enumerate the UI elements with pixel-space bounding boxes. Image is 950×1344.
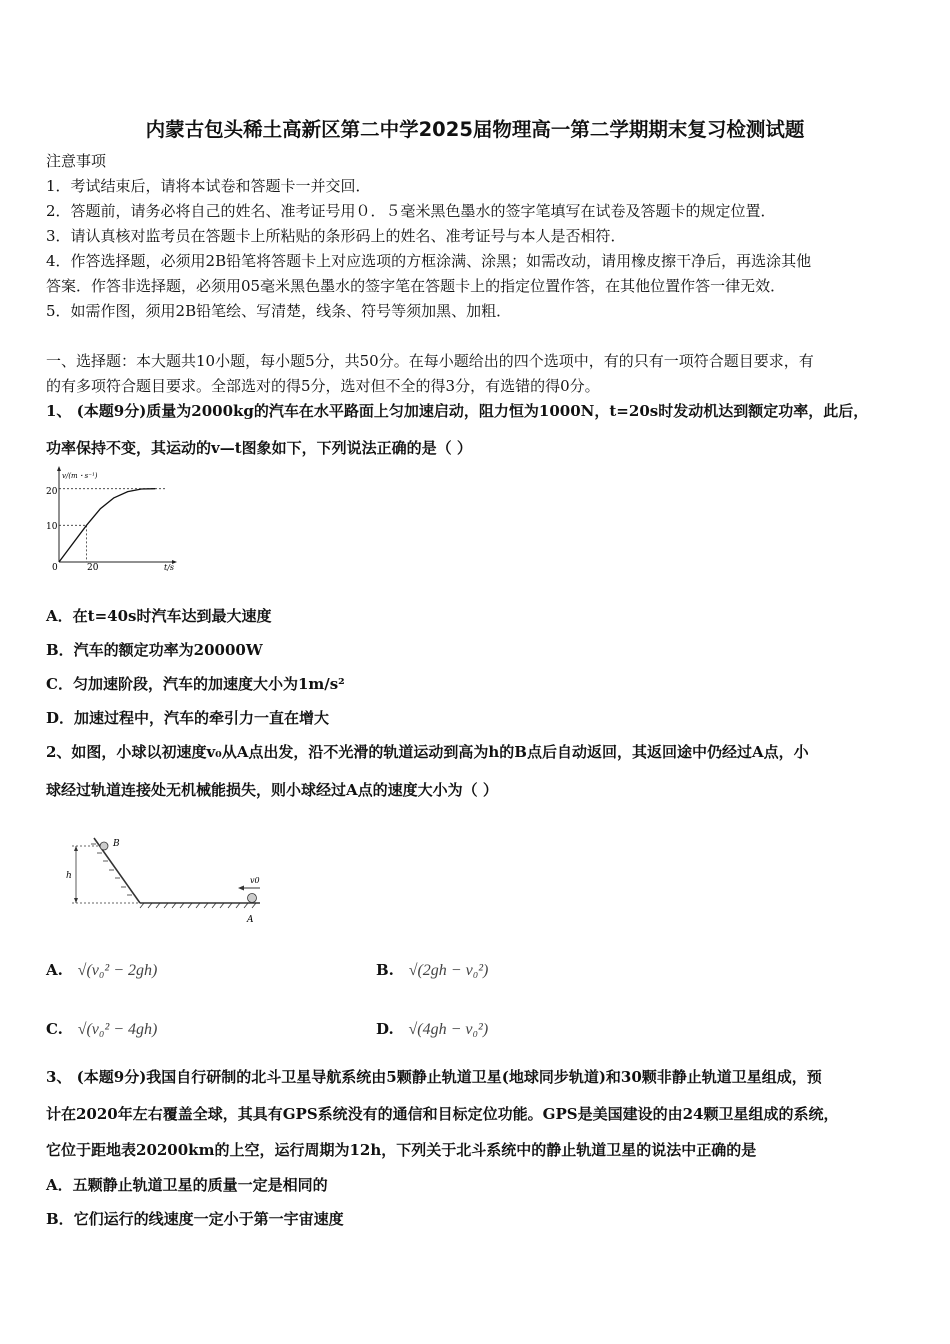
option-letter: D.: [376, 1020, 394, 1038]
notice-heading: 注意事项: [46, 152, 107, 170]
option-letter: C.: [46, 1020, 63, 1038]
q2-option-b[interactable]: [376, 959, 488, 982]
ball-b: [100, 842, 108, 850]
label-a: A: [247, 915, 254, 925]
q3-option-b[interactable]: B．它们运行的线速度一定小于第一宇宙速度: [46, 1210, 344, 1228]
origin-label: 0: [52, 563, 58, 573]
incline-track-figure: [64, 832, 274, 928]
option-letter: A.: [46, 961, 63, 979]
notice-item: 5．如需作图，须用2B铅笔绘、写清楚，线条、符号等须加黑、加粗．: [46, 302, 512, 320]
q1-option-d[interactable]: D．加速过程中，汽车的牵引力一直在增大: [46, 709, 330, 727]
q2-option-c[interactable]: [46, 1018, 157, 1041]
option-expression: √(4gh − v₀²): [408, 1021, 489, 1038]
notice-item: 1．考试结束后，请将本试卷和答题卡一并交回．: [46, 177, 371, 195]
q3-option-a[interactable]: A．五颗静止轨道卫星的质量一定是相同的: [46, 1176, 328, 1194]
notice-item: 答案．作答非选择题，必须用05毫米黑色墨水的签字笔在答题卡上的指定位置作答，在其他位置作答一律无效．: [46, 277, 786, 295]
notice-item: 3．请认真核对监考员在答题卡上所粘贴的条形码上的姓名、准考证号与本人是否相符．: [46, 227, 626, 245]
question-3-stem: 3、 (本题9分)我国自行研制的北斗卫星导航系统由5颗静止轨道卫星(地球同步轨道)和30颗非静止轨道卫星组成，预: [46, 1068, 822, 1086]
notice-item: 2．答题前，请务必将自己的姓名、准考证号用０．５毫米黑色墨水的签字笔填写在试卷及答题卡的规定位置．: [46, 202, 776, 220]
x-tick-label: 20: [87, 563, 99, 573]
label-b: B: [113, 839, 120, 849]
question-2-stem-cont: 球经过轨道连接处无机械能损失，则小球经过A点的速度大小为（ ）: [46, 781, 498, 799]
series-line-vt: [59, 489, 155, 562]
label-h: h: [66, 871, 72, 881]
section-heading-cont: 的有多项符合题目要求。全部选对的得5分，选对但不全的得3分，有选错的得0分。: [46, 377, 600, 395]
option-expression: √(v₀² − 2gh): [77, 962, 158, 979]
label-v0: v0: [250, 876, 260, 885]
question-1-stem: 1、 (本题9分)质量为2000kg的汽车在水平路面上匀加速启动，阻力恒为1000N，t=20s时发动机达到额定功率，此后，: [46, 402, 869, 420]
y-tick-label: 20: [46, 487, 58, 497]
q1-option-b[interactable]: B．汽车的额定功率为20000W: [46, 641, 263, 659]
option-expression: √(v₀² − 4gh): [77, 1021, 158, 1038]
question-3-stem-cont: 计在2020年左右覆盖全球，其具有GPS系统没有的通信和目标定位功能。GPS是美国建设的由24颗卫星组成的系统，: [46, 1105, 839, 1123]
ball-a: [248, 894, 257, 903]
question-3-stem-cont: 它位于距地表20200km的上空，运行周期为12h，下列关于北斗系统中的静止轨道卫星的说法中正确的是: [46, 1141, 757, 1159]
question-1-stem-cont: 功率保持不变，其运动的v—t图象如下，下列说法正确的是（ ）: [46, 439, 472, 457]
q2-option-a[interactable]: [46, 959, 157, 982]
q1-option-a[interactable]: A．在t=40s时汽车达到最大速度: [46, 607, 272, 625]
option-expression: √(2gh − v₀²): [408, 962, 489, 979]
q1-option-c[interactable]: C．匀加速阶段，汽车的加速度大小为1m/s²: [46, 675, 345, 693]
notice-item: 4．作答选择题，必须用2B铅笔将答题卡上对应选项的方框涂满、涂黑；如需改动，请用橡皮擦干净后，再选涂其他: [46, 252, 812, 270]
y-tick-label: 10: [46, 522, 58, 532]
question-2-stem: 2、如图，小球以初速度v₀从A点出发，沿不光滑的轨道运动到高为h的B点后自动返回，其返回途中仍经过A点，小: [46, 743, 809, 761]
section-heading: 一、选择题：本大题共10小题，每小题5分，共50分。在每小题给出的四个选项中，有的只有一项符合题目要求，有: [46, 352, 814, 370]
x-axis-label: t/s: [164, 563, 175, 572]
vt-chart: [44, 466, 184, 576]
y-axis-arrow: [57, 466, 61, 471]
q2-option-d[interactable]: [376, 1018, 488, 1041]
page-title: 内蒙古包头稀土高新区第二中学2025届物理高一第二学期期末复习检测试题: [145, 118, 805, 141]
y-axis-label: v/(m・s⁻¹): [62, 472, 98, 480]
option-letter: B.: [376, 961, 394, 979]
